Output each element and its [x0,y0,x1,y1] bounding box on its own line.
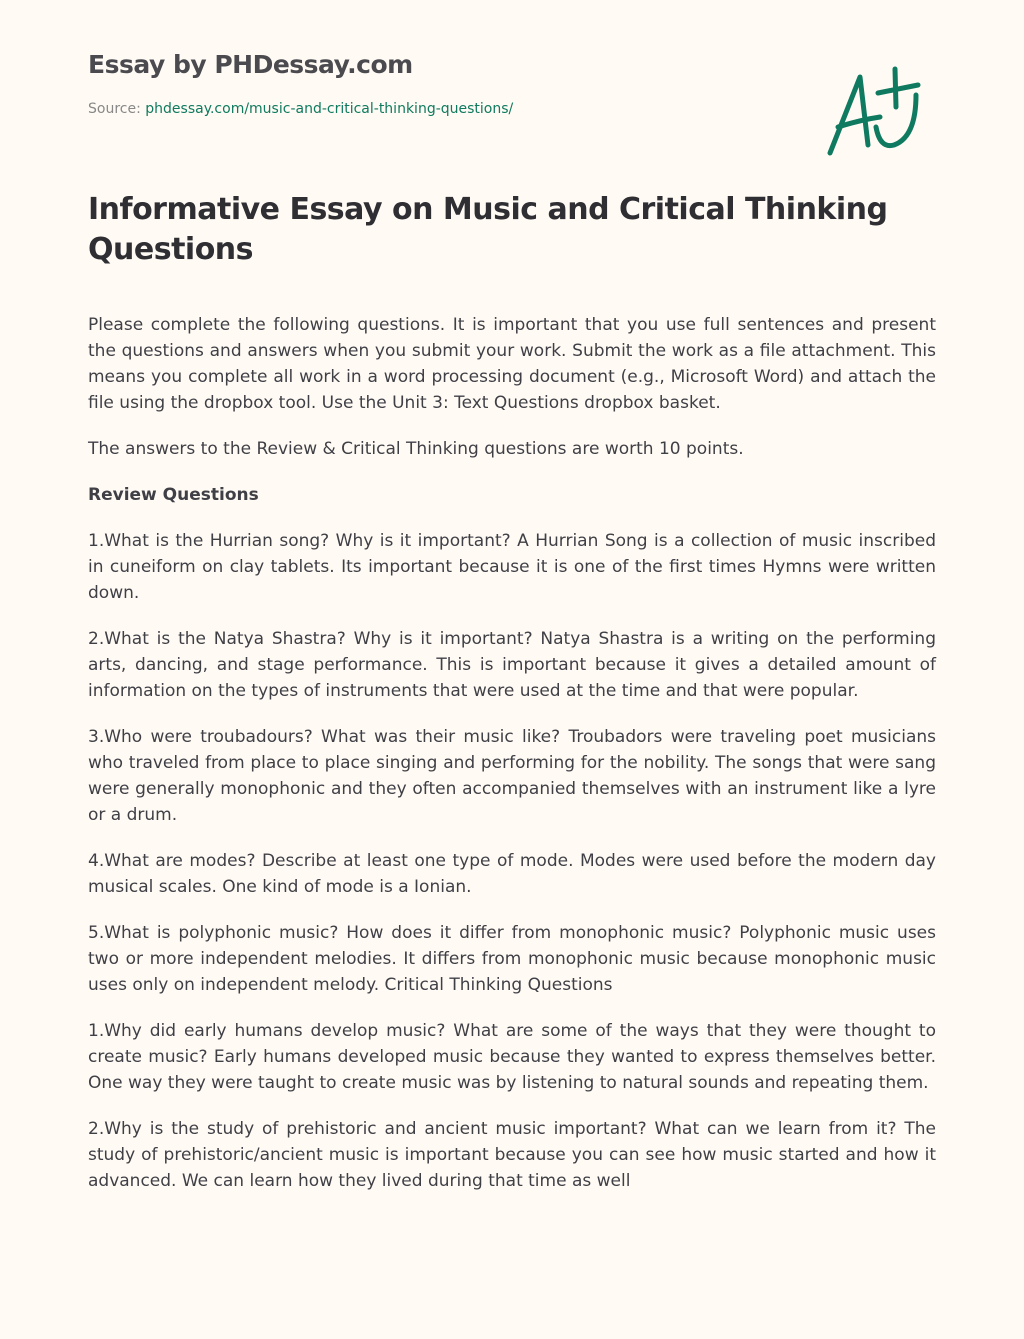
paragraph: 2.Why is the study of prehistoric and ancient music important? What can we learn from it? The study of prehistoric/ancient music is important because you can see how music started and how it advanced. We can learn how they lived during that time as well [88,1119,936,1191]
site-brand: Essay by PHDessay.com [88,50,413,79]
paragraph: 3.Who were troubadours? What was their music like? Troubadors were traveling poet musicians who traveled from place to place singing and performing for the nobility. The songs that were sang were generally monophonic and they often accompanied themselves with an instrument like a lyre or a drum. [88,727,936,825]
paragraph: 1.Why did early humans develop music? What are some of the ways that they were thought to create music? Early humans developed music because they wanted to express themselves better. One way they were taught to create music was by listening to natural sounds and repeating them. [88,1021,936,1093]
section-heading: Review Questions [88,485,259,505]
paragraph: Please complete the following questions. It is important that you use full sentences and present the questions and answers when you submit your work. Submit the work as a file attachment. This means you complete all work in a word processing document (e.g., Microsoft Word) and attach the file using the dropbox tool. Use the Unit 3: Text Questions dropbox basket. [88,315,936,413]
paragraph: The answers to the Review & Critical Thinking questions are worth 10 points. [88,439,744,459]
essay-body [88,312,936,1214]
paragraph: 1.What is the Hurrian song? Why is it important? A Hurrian Song is a collection of music inscribed in cuneiform on clay tablets. Its important because it is one of the first times Hymns were written down. [88,531,936,603]
a-plus-logo-icon [820,65,930,165]
paragraph: 2.What is the Natya Shastra? Why is it important? Natya Shastra is a writing on the performing arts, dancing, and stage performance. This is important because it gives a detailed amount of information on the types of instruments that were used at the time and that were popular. [88,629,936,701]
paragraph: 4.What are modes? Describe at least one type of mode. Modes were used before the modern day musical scales. One kind of mode is a Ionian. [88,851,936,897]
page-title: Informative Essay on Music and Critical Thinking Questions [88,192,888,267]
source-line [88,101,513,117]
source-label: Source: [88,101,141,117]
paragraph: 5.What is polyphonic music? How does it differ from monophonic music? Polyphonic music uses two or more independent melodies. It differs from monophonic music because monophonic music uses only on independent melody. Critical Thinking Questions [88,923,936,995]
source-link[interactable]: phdessay.com/music-and-critical-thinking-questions/ [145,101,514,117]
